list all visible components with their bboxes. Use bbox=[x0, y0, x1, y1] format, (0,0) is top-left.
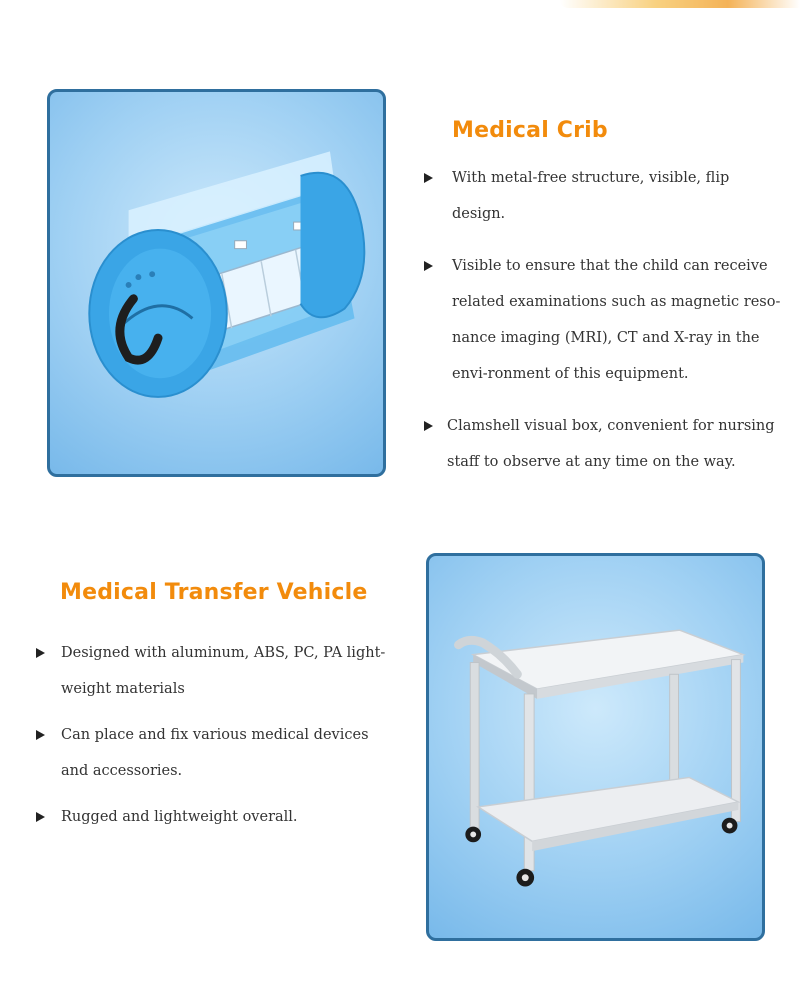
list-item bbox=[36, 717, 396, 789]
medical-transfer-vehicle-title: Medical Transfer Vehicle bbox=[60, 580, 368, 605]
list-item bbox=[36, 635, 396, 707]
medical-cart-illustration bbox=[429, 556, 762, 938]
feature-text: Clamshell visual box, convenient for nursing staff to observe at any time on the way. bbox=[447, 418, 775, 470]
bullet-arrow-icon bbox=[36, 812, 45, 822]
list-item bbox=[36, 799, 396, 835]
medical-transfer-vehicle-image bbox=[426, 553, 765, 941]
medical-crib-illustration bbox=[50, 92, 383, 474]
feature-text: Rugged and lightweight overall. bbox=[61, 809, 298, 825]
bullet-arrow-icon bbox=[424, 421, 433, 431]
bullet-arrow-icon bbox=[424, 173, 433, 183]
list-item bbox=[424, 160, 784, 232]
bullet-arrow-icon bbox=[424, 261, 433, 271]
feature-text: With metal-free structure, visible, flip design. bbox=[452, 170, 730, 222]
medical-transfer-vehicle-feature-list bbox=[36, 635, 396, 845]
medical-crib-image bbox=[47, 89, 386, 477]
feature-text: Designed with aluminum, ABS, PC, PA light-weight materials bbox=[61, 645, 386, 697]
bullet-arrow-icon bbox=[36, 730, 45, 740]
feature-text: Can place and fix various medical devices and accessories. bbox=[61, 727, 369, 779]
medical-crib-feature-list bbox=[424, 160, 784, 496]
list-item bbox=[424, 408, 784, 480]
corner-accent bbox=[560, 0, 800, 8]
bullet-arrow-icon bbox=[36, 648, 45, 658]
feature-text: Visible to ensure that the child can receive related examinations such as magnetic reso-nance imaging (MRI), CT and X-ray in the envi-ronment of this equipment. bbox=[452, 258, 781, 382]
medical-crib-title: Medical Crib bbox=[452, 118, 608, 143]
list-item bbox=[424, 248, 784, 392]
